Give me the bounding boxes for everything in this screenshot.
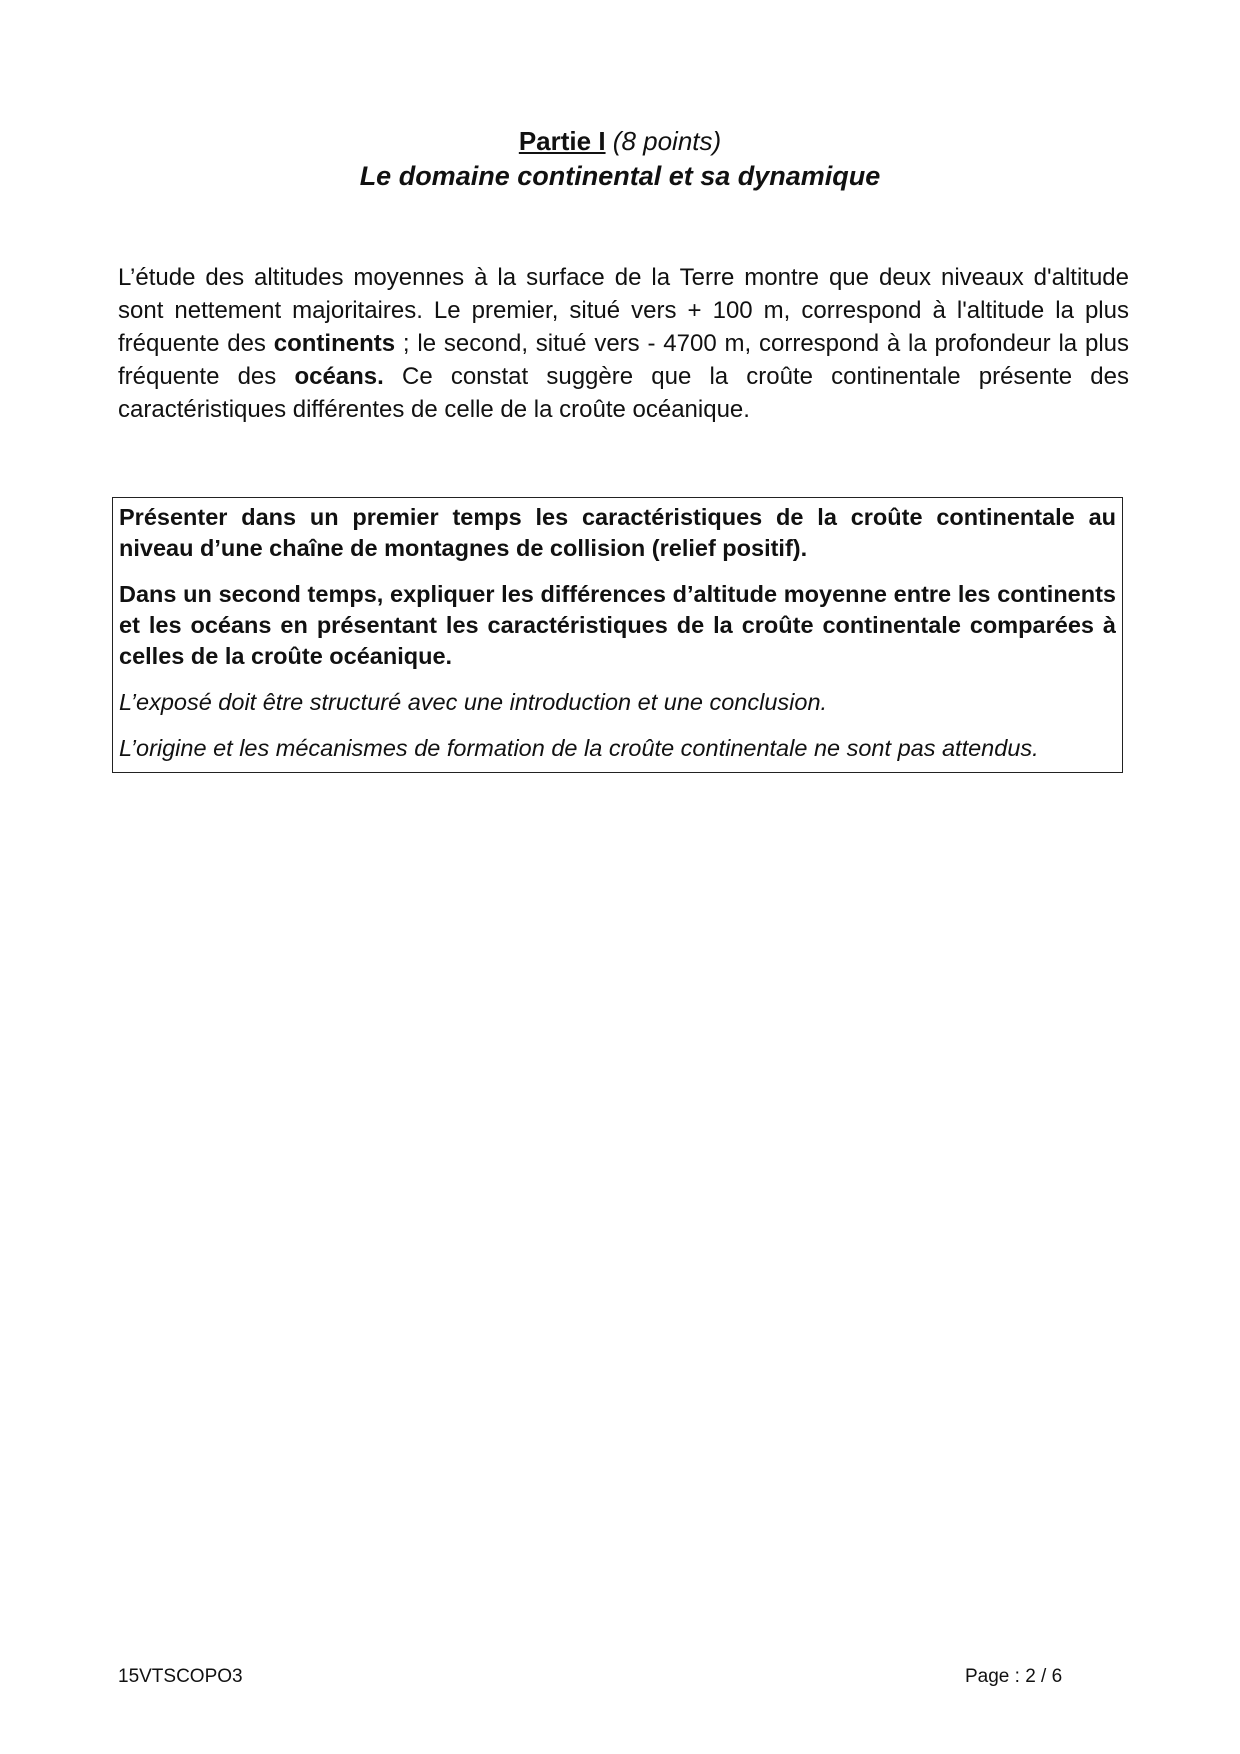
task-instruction-2: Dans un second temps, expliquer les différences d’altitude moyenne entre les continents et les océans en présentant les caractéristiques de la croûte continentale comparées à celles de la croûte océanique. [119,581,1116,669]
section-header [0,124,1240,194]
intro-bold-oceans: océans. [294,363,384,390]
intro-paragraph [118,261,1129,426]
task-box [112,497,1123,773]
intro-bold-continents: continents [273,330,396,357]
task-note-2: L’origine et les mécanismes de formation de la croûte continentale ne sont pas attendus. [119,735,1039,761]
footer-page-number: Page : 2 / 6 [965,1666,1063,1687]
section-subtitle: Le domaine continental et sa dynamique [359,161,881,191]
part-label: Partie I [518,126,606,156]
intro-text-2: ; le second, situé vers - 4700 m, correspond à la profondeur la plus fréquente des [118,330,1129,390]
intro-text-1: L’étude des altitudes moyennes à la surface de la Terre montre que deux niveaux d'altitude sont nettement majoritaires. Le premier, situé vers + 100 m, correspond à l'altitude la plus fréquente des [118,264,1129,357]
part-points: (8 points) [612,126,722,156]
task-instruction-1: Présenter dans un premier temps les caractéristiques de la croûte continentale au niveau d’une chaîne de montagnes de collision (relief positif). [119,504,1116,561]
task-note-1: L’exposé doit être structuré avec une introduction et une conclusion. [119,689,828,715]
footer-code: 15VTSCOPO3 [118,1666,243,1687]
section-title [0,124,1240,158]
intro-text-3: Ce constat suggère que la croûte continentale présente des caractéristiques différentes de celle de la croûte océanique. [118,363,1129,423]
